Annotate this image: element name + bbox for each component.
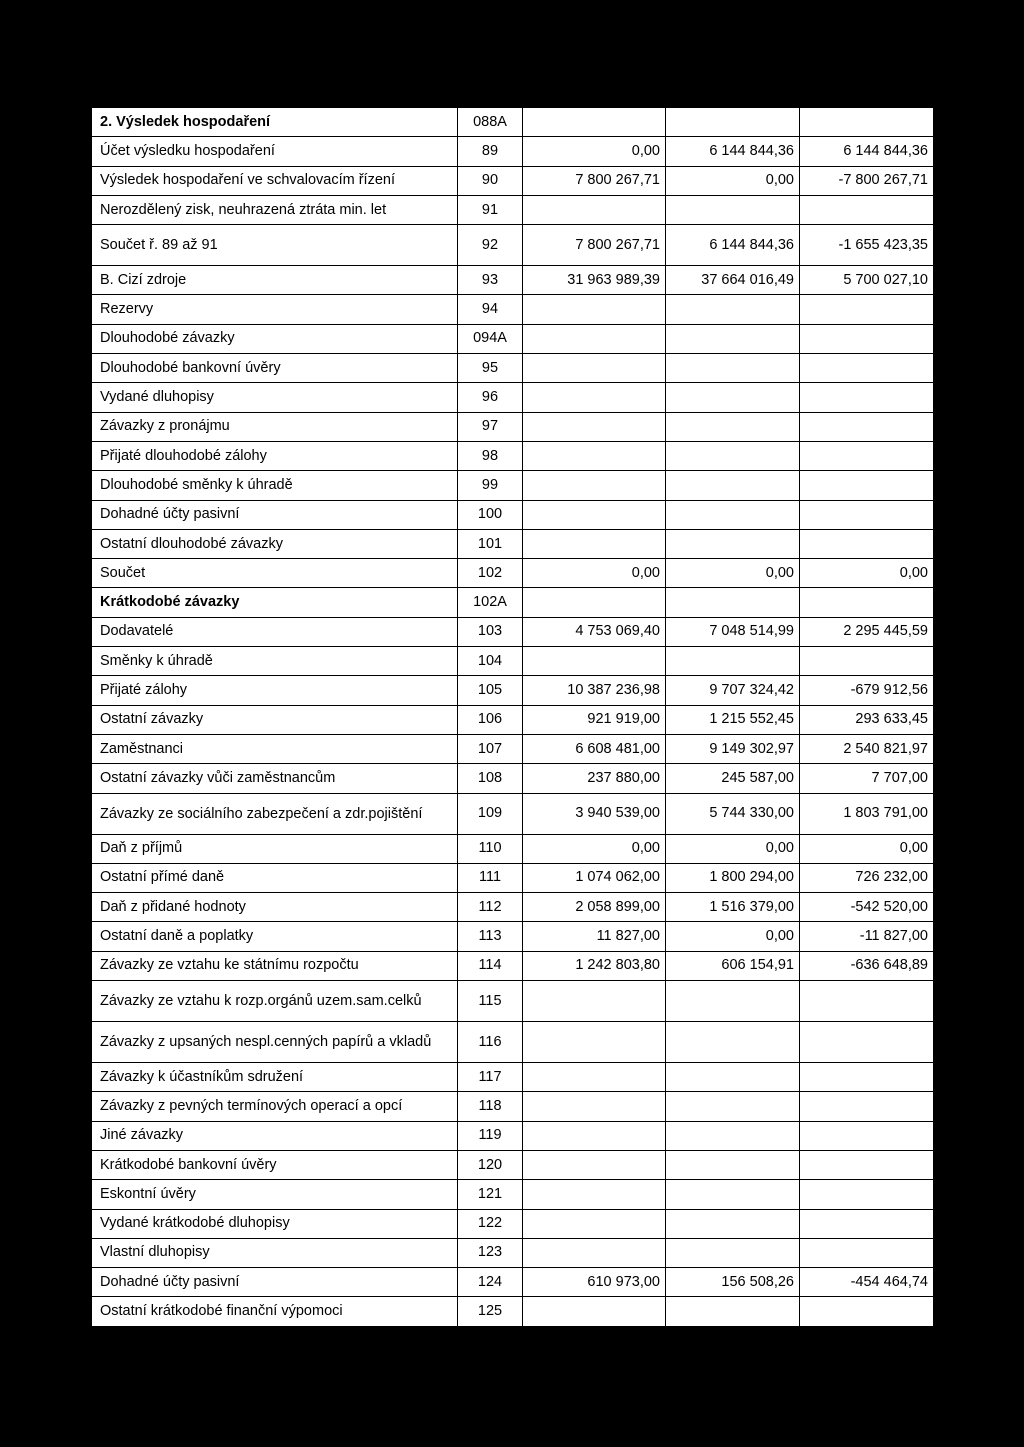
value-col2: 1 215 552,45 [666,705,800,734]
value-col3: 0,00 [800,834,934,863]
value-col3: 0,00 [800,559,934,588]
table-row [92,951,934,980]
row-code: 094A [458,324,523,353]
value-col3 [800,471,934,500]
table-row [92,137,934,166]
value-col1: 7 800 267,71 [523,225,666,266]
row-label: Vydané dluhopisy [92,383,458,412]
table-row [92,1268,934,1297]
row-code: 105 [458,676,523,705]
value-col2: 1 516 379,00 [666,893,800,922]
value-col3: 7 707,00 [800,764,934,793]
row-label: Jiné závazky [92,1121,458,1150]
value-col2: 6 144 844,36 [666,137,800,166]
value-col3 [800,1180,934,1209]
value-col3: 293 633,45 [800,705,934,734]
row-label: Závazky z pevných termínových operací a opcí [92,1092,458,1121]
value-col1: 0,00 [523,559,666,588]
table-row [92,225,934,266]
value-col2: 606 154,91 [666,951,800,980]
row-label: Závazky z upsaných nespl.cenných papírů a vkladů [92,1022,458,1063]
value-col2: 9 149 302,97 [666,734,800,763]
page-number: 7 [508,1376,516,1393]
value-col3 [800,108,934,137]
row-label: Ostatní krátkodobé finanční výpomoci [92,1297,458,1326]
row-code: 91 [458,195,523,224]
table-row [92,412,934,441]
row-label: Daň z příjmů [92,834,458,863]
value-col2 [666,588,800,617]
value-col1 [523,1022,666,1063]
row-code: 89 [458,137,523,166]
table-row [92,441,934,470]
value-col3 [800,441,934,470]
value-col2 [666,981,800,1022]
row-code: 125 [458,1297,523,1326]
value-col1: 11 827,00 [523,922,666,951]
row-code: 111 [458,863,523,892]
value-col3: -454 464,74 [800,1268,934,1297]
row-code: 99 [458,471,523,500]
value-col2 [666,108,800,137]
row-code: 92 [458,225,523,266]
value-col2 [666,647,800,676]
value-col1 [523,295,666,324]
value-col2 [666,1297,800,1326]
value-col1 [523,412,666,441]
value-col2 [666,1063,800,1092]
row-code: 119 [458,1121,523,1150]
value-col2 [666,324,800,353]
value-col2 [666,529,800,558]
value-col1 [523,441,666,470]
table-row [92,166,934,195]
row-label: Ostatní daně a poplatky [92,922,458,951]
value-col1: 2 058 899,00 [523,893,666,922]
value-col1: 237 880,00 [523,764,666,793]
value-col1: 4 753 069,40 [523,617,666,646]
table-row [92,354,934,383]
value-col3 [800,383,934,412]
value-col1: 1 242 803,80 [523,951,666,980]
table-row [92,647,934,676]
row-label: Závazky z pronájmu [92,412,458,441]
value-col1 [523,1297,666,1326]
table-row [92,764,934,793]
value-col2: 37 664 016,49 [666,266,800,295]
row-code: 113 [458,922,523,951]
value-col3 [800,195,934,224]
row-code: 124 [458,1268,523,1297]
row-label: Ostatní závazky vůči zaměstnancům [92,764,458,793]
row-code: 122 [458,1209,523,1238]
value-col3 [800,981,934,1022]
value-col2 [666,441,800,470]
table-row [92,1022,934,1063]
value-col3 [800,1022,934,1063]
value-col1: 921 919,00 [523,705,666,734]
value-col3 [800,1150,934,1179]
value-col1 [523,981,666,1022]
value-col1: 3 940 539,00 [523,793,666,834]
value-col2: 7 048 514,99 [666,617,800,646]
value-col1: 0,00 [523,834,666,863]
value-col2 [666,295,800,324]
row-code: 102A [458,588,523,617]
table-row [92,893,934,922]
row-label: Směnky k úhradě [92,647,458,676]
table-row [92,617,934,646]
row-code: 102 [458,559,523,588]
row-label: Přijaté zálohy [92,676,458,705]
value-col2 [666,195,800,224]
row-code: 100 [458,500,523,529]
row-code: 088A [458,108,523,137]
table-row [92,1238,934,1267]
value-col2 [666,1238,800,1267]
value-col3 [800,1121,934,1150]
table-row [92,471,934,500]
row-label: Vlastní dluhopisy [92,1238,458,1267]
value-col1 [523,354,666,383]
row-code: 90 [458,166,523,195]
value-col3 [800,1209,934,1238]
value-col3: -679 912,56 [800,676,934,705]
value-col2 [666,1150,800,1179]
row-code: 115 [458,981,523,1022]
table-row [92,793,934,834]
row-code: 114 [458,951,523,980]
row-code: 103 [458,617,523,646]
row-code: 116 [458,1022,523,1063]
value-col2: 5 744 330,00 [666,793,800,834]
value-col1: 7 800 267,71 [523,166,666,195]
value-col1 [523,1150,666,1179]
table-row [92,108,934,137]
row-label: Součet [92,559,458,588]
row-label: Dohadné účty pasivní [92,1268,458,1297]
value-col1: 610 973,00 [523,1268,666,1297]
row-code: 110 [458,834,523,863]
value-col3: 5 700 027,10 [800,266,934,295]
table-row [92,1209,934,1238]
value-col3 [800,647,934,676]
value-col3 [800,1297,934,1326]
value-col2 [666,500,800,529]
value-col3: 2 295 445,59 [800,617,934,646]
row-label: Dohadné účty pasivní [92,500,458,529]
row-label: Dlouhodobé bankovní úvěry [92,354,458,383]
value-col2 [666,1180,800,1209]
row-label: Krátkodobé závazky [92,588,458,617]
row-label: Dlouhodobé závazky [92,324,458,353]
row-label: Závazky ze sociálního zabezpečení a zdr.pojištění [92,793,458,834]
row-label: Zaměstnanci [92,734,458,763]
row-label: B. Cizí zdroje [92,266,458,295]
row-label: Ostatní závazky [92,705,458,734]
value-col2 [666,1121,800,1150]
value-col3 [800,295,934,324]
value-col1: 1 074 062,00 [523,863,666,892]
value-col2 [666,1092,800,1121]
row-label: Dlouhodobé směnky k úhradě [92,471,458,500]
value-col1 [523,647,666,676]
row-code: 96 [458,383,523,412]
row-code: 101 [458,529,523,558]
value-col3 [800,1063,934,1092]
row-label: Závazky k účastníkům sdružení [92,1063,458,1092]
row-code: 118 [458,1092,523,1121]
value-col2: 0,00 [666,166,800,195]
row-label: Krátkodobé bankovní úvěry [92,1150,458,1179]
table-row [92,1150,934,1179]
row-label: Součet ř. 89 až 91 [92,225,458,266]
value-col1 [523,529,666,558]
value-col3 [800,412,934,441]
value-col3: -7 800 267,71 [800,166,934,195]
value-col2: 156 508,26 [666,1268,800,1297]
row-code: 121 [458,1180,523,1209]
value-col3: -11 827,00 [800,922,934,951]
table-row [92,734,934,763]
table-row [92,922,934,951]
value-col1: 31 963 989,39 [523,266,666,295]
value-col3: 1 803 791,00 [800,793,934,834]
value-col2 [666,354,800,383]
value-col2 [666,1209,800,1238]
table-row [92,324,934,353]
row-code: 95 [458,354,523,383]
row-label: Závazky ze vztahu k rozp.orgánů uzem.sam.celků [92,981,458,1022]
value-col3: -636 648,89 [800,951,934,980]
value-col1 [523,588,666,617]
value-col3 [800,1238,934,1267]
row-label: Účet výsledku hospodaření [92,137,458,166]
table-row [92,195,934,224]
value-col2: 0,00 [666,922,800,951]
table-row [92,1121,934,1150]
table-row [92,295,934,324]
value-col2 [666,1022,800,1063]
value-col3 [800,354,934,383]
table-row [92,1297,934,1326]
row-label: Přijaté dlouhodobé zálohy [92,441,458,470]
value-col2: 0,00 [666,559,800,588]
row-label: Dodavatelé [92,617,458,646]
value-col2: 0,00 [666,834,800,863]
table-row [92,863,934,892]
table-row [92,500,934,529]
value-col1 [523,108,666,137]
balance-sheet-table [91,107,934,1327]
row-code: 94 [458,295,523,324]
row-code: 104 [458,647,523,676]
value-col3: 2 540 821,97 [800,734,934,763]
table-row [92,266,934,295]
row-code: 112 [458,893,523,922]
row-label: Ostatní přímé daně [92,863,458,892]
value-col1 [523,1121,666,1150]
value-col1 [523,1238,666,1267]
value-col1 [523,1063,666,1092]
table-row [92,588,934,617]
row-label: Nerozdělený zisk, neuhrazená ztráta min. let [92,195,458,224]
row-label: Eskontní úvěry [92,1180,458,1209]
row-code: 123 [458,1238,523,1267]
value-col2: 245 587,00 [666,764,800,793]
value-col1 [523,324,666,353]
value-col1 [523,383,666,412]
value-col3 [800,324,934,353]
row-code: 106 [458,705,523,734]
table-row [92,1180,934,1209]
value-col2 [666,383,800,412]
value-col3 [800,1092,934,1121]
value-col3 [800,500,934,529]
row-label: 2. Výsledek hospodaření [92,108,458,137]
row-code: 97 [458,412,523,441]
value-col1 [523,195,666,224]
value-col1 [523,1209,666,1238]
value-col1: 10 387 236,98 [523,676,666,705]
row-code: 93 [458,266,523,295]
value-col1 [523,1180,666,1209]
value-col2: 1 800 294,00 [666,863,800,892]
value-col1: 0,00 [523,137,666,166]
row-label: Daň z přidané hodnoty [92,893,458,922]
value-col1: 6 608 481,00 [523,734,666,763]
row-label: Vydané krátkodobé dluhopisy [92,1209,458,1238]
value-col3: 6 144 844,36 [800,137,934,166]
row-code: 108 [458,764,523,793]
row-code: 109 [458,793,523,834]
value-col3: -542 520,00 [800,893,934,922]
row-code: 117 [458,1063,523,1092]
row-code: 98 [458,441,523,470]
value-col2 [666,471,800,500]
row-label: Rezervy [92,295,458,324]
table-row [92,1063,934,1092]
table-row [92,529,934,558]
table-row [92,383,934,412]
table-row [92,676,934,705]
value-col3: 726 232,00 [800,863,934,892]
value-col1 [523,471,666,500]
table-row [92,1092,934,1121]
value-col3: -1 655 423,35 [800,225,934,266]
table-row [92,981,934,1022]
table-row [92,705,934,734]
table-row [92,559,934,588]
value-col1 [523,1092,666,1121]
row-code: 120 [458,1150,523,1179]
row-label: Ostatní dlouhodobé závazky [92,529,458,558]
row-code: 107 [458,734,523,763]
value-col2: 9 707 324,42 [666,676,800,705]
value-col1 [523,500,666,529]
table-row [92,834,934,863]
value-col3 [800,588,934,617]
row-label: Závazky ze vztahu ke státnímu rozpočtu [92,951,458,980]
value-col2 [666,412,800,441]
value-col3 [800,529,934,558]
row-label: Výsledek hospodaření ve schvalovacím řízení [92,166,458,195]
value-col2: 6 144 844,36 [666,225,800,266]
